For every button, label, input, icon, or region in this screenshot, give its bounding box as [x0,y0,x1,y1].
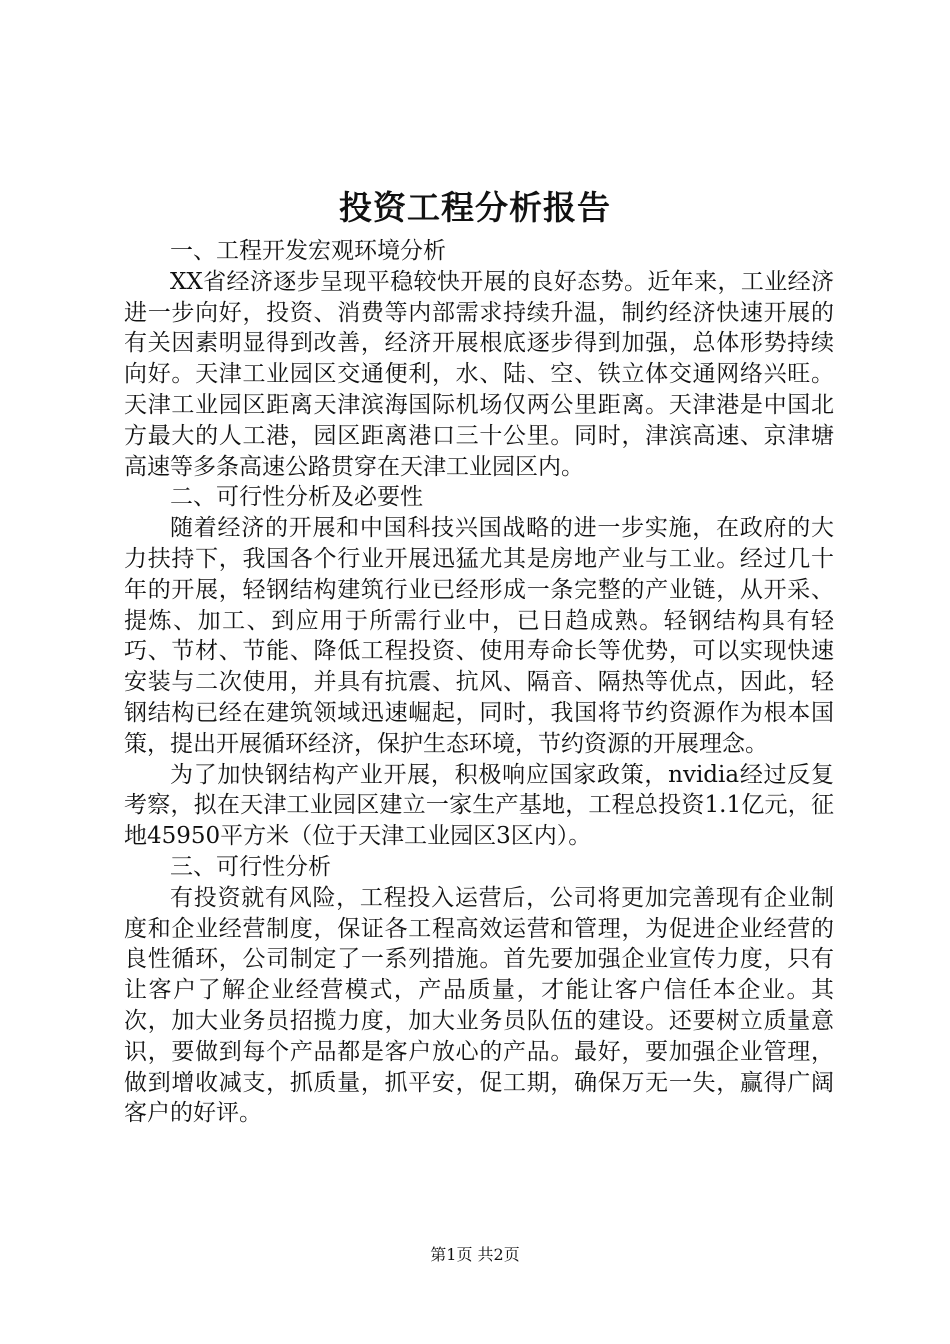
section-paragraph: 为了加快钢结构产业开展，积极响应国家政策，nvidia经过反复考察，拟在天津工业园区建立一家生产基地，工程总投资1.1亿元，征地45950平方米（位于天津工业园区3区内）。 [124,761,834,850]
document-body [124,236,834,1129]
section-heading: 三、可行性分析 [170,853,331,880]
page-footer: 第1页 共2页 [430,1245,520,1264]
section-paragraph: 随着经济的开展和中国科技兴国战略的进一步实施，在政府的大力扶持下，我国各个行业开展迅猛尤其是房地产业与工业。经过几十年的开展，轻钢结构建筑行业已经形成一条完整的产业链，从开采、提炼、加工、到应用于所需行业中，已日趋成熟。轻钢结构具有轻巧、节材、节能、降低工程投资、使用寿命长等优势，可以实现快速安装与二次使用，并具有抗震、抗风、隔音、隔热等优点，因此，轻钢结构已经在建筑领域迅速崛起，同时，我国将节约资源作为根本国策，提出开展循环经济，保护生态环境，节约资源的开展理念。 [124,515,834,757]
section-heading: 一、工程开发宏观环境分析 [170,238,446,264]
section-paragraph: XX省经济逐步呈现平稳较快开展的良好态势。近年来，工业经济进一步向好，投资、消费等内部需求持续升温，制约经济快速开展的有关因素明显得到改善，经济开展根底逐步得到加强，总体形势持续向好。天津工业园区交通便利，水、陆、空、铁立体交通网络兴旺。天津工业园区距离天津滨海国际机场仅两公里距离。天津港是中国北方最大的人工港，园区距离港口三十公里。同时，津滨高速、京津塘高速等多条高速公路贯穿在天津工业园区内。 [124,268,834,480]
document-title: 投资工程分析报告 [339,188,611,227]
section-heading: 二、可行性分析及必要性 [170,484,423,511]
section-paragraph: 有投资就有风险，工程投入运营后，公司将更加完善现有企业制度和企业经营制度，保证各工程高效运营和管理，为促进企业经营的良性循环，公司制定了一系列措施。首先要加强企业宣传力度，只有让客户了解企业经营模式，产品质量，才能让客户信任本企业。其次，加大业务员招揽力度，加大业务员队伍的建设。还要树立质量意识，要做到每个产品都是客户放心的产品。最好，要加强企业管理，做到增收减支，抓质量，抓平安，促工期，确保万无一失，赢得广阔客户的好评。 [124,884,834,1127]
